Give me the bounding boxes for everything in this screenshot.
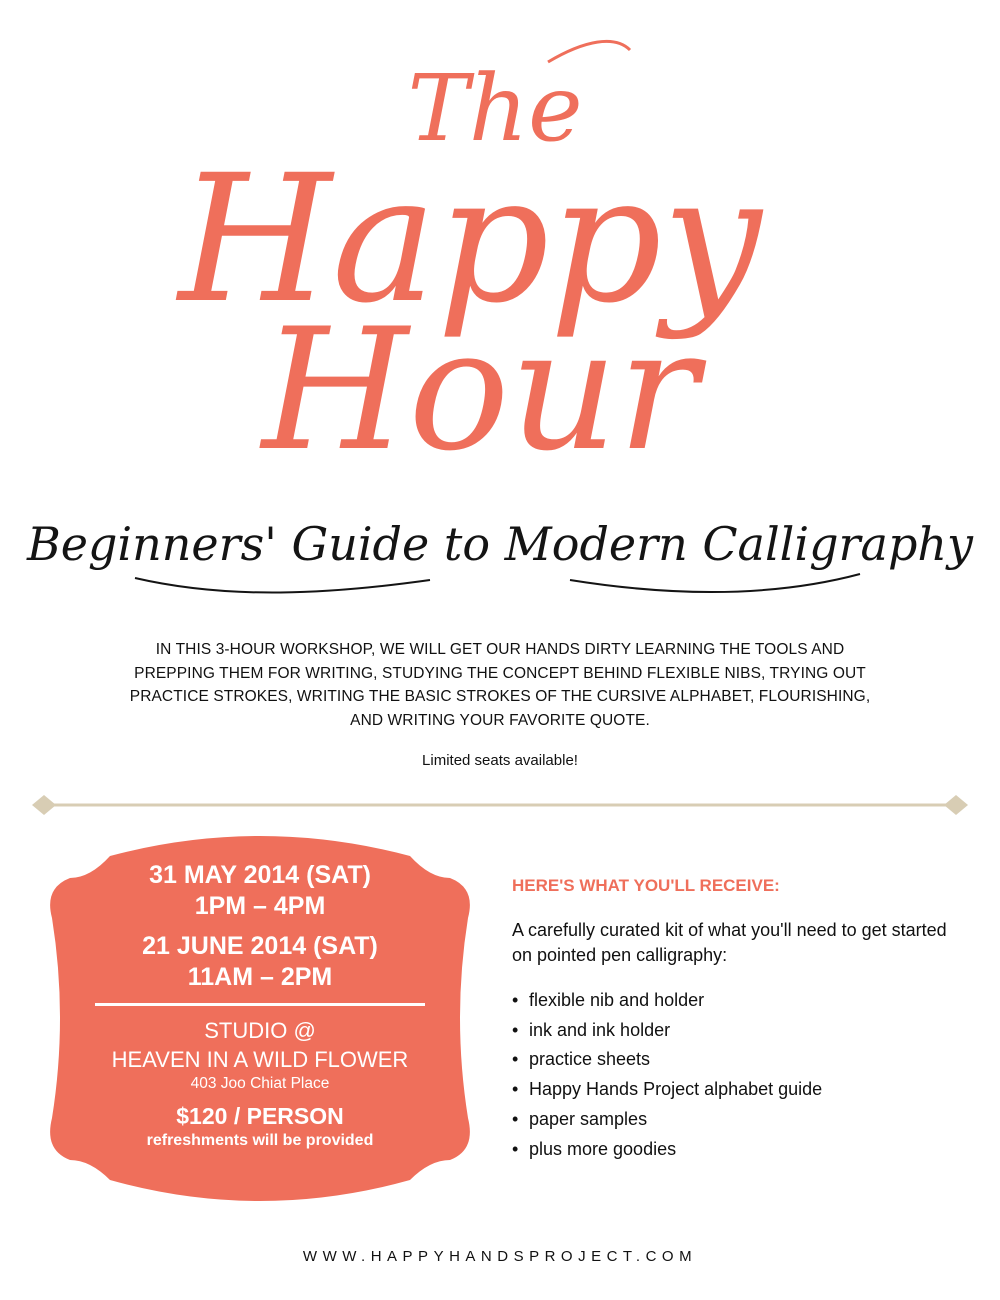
list-item: • paper samples [512, 1105, 952, 1135]
title-word-hour: Hour [261, 292, 699, 488]
list-item: • practice sheets [512, 1045, 952, 1075]
website-link[interactable]: WWW.HAPPYHANDSPROJECT.COM [302, 1248, 698, 1265]
kit-list [512, 986, 952, 1164]
venue-line-2: HEAVEN IN A WILD FLOWER [111, 1047, 409, 1072]
limited-seats-note: Limited seats available! [422, 752, 578, 769]
price: $120 / PERSON [176, 1103, 344, 1129]
list-item: • ink and ink holder [512, 1016, 952, 1046]
divider-left-diamond [32, 795, 56, 815]
badge-divider [95, 1003, 425, 1006]
list-item: • plus more goodies [512, 1135, 952, 1165]
title-word-happy: Happy [178, 137, 762, 342]
receive-heading: HERE'S WHAT YOU'LL RECEIVE: [512, 876, 780, 895]
session-2-date: 21 JUNE 2014 (SAT) [142, 932, 378, 960]
title-word-the: The [407, 55, 583, 162]
session-1-time: 1PM – 4PM [194, 892, 326, 920]
session-2-time: 11AM – 2PM [187, 963, 333, 991]
venue-line-1: STUDIO @ [204, 1018, 316, 1043]
subtitle-flourish [135, 574, 860, 593]
venue-address: 403 Joo Chiat Place [190, 1075, 330, 1092]
session-1-date: 31 MAY 2014 (SAT) [149, 861, 371, 889]
title-lettering [0, 0, 1000, 620]
list-item: • flexible nib and holder [512, 986, 952, 1016]
ornamental-divider [30, 790, 970, 820]
list-item: • Happy Hands Project alphabet guide [512, 1075, 952, 1105]
event-details [60, 860, 460, 1151]
divider-right-diamond [944, 795, 968, 815]
workshop-description: IN THIS 3-HOUR WORKSHOP, WE WILL GET OUR HANDS DIRTY LEARNING THE TOOLS AND PREPPING THEM FOR WRITING, STUDYING THE CONCEPT BEHIND FLEXIBLE NIBS, TRYING OUT PRACTICE STROKES, WRITING THE BASIC STROKES OF THE CURSIVE ALPHABET, FLOURISHING, AND WRITING YOUR FAVORITE QUOTE. [129, 641, 871, 729]
receive-section [512, 876, 952, 1164]
subtitle-lettering: Beginners' Guide to Modern Calligraphy [26, 517, 974, 571]
receive-description: A carefully curated kit of what you'll need to get started on pointed pen calligraphy: [512, 920, 947, 965]
price-note: refreshments will be provided [146, 1132, 374, 1149]
